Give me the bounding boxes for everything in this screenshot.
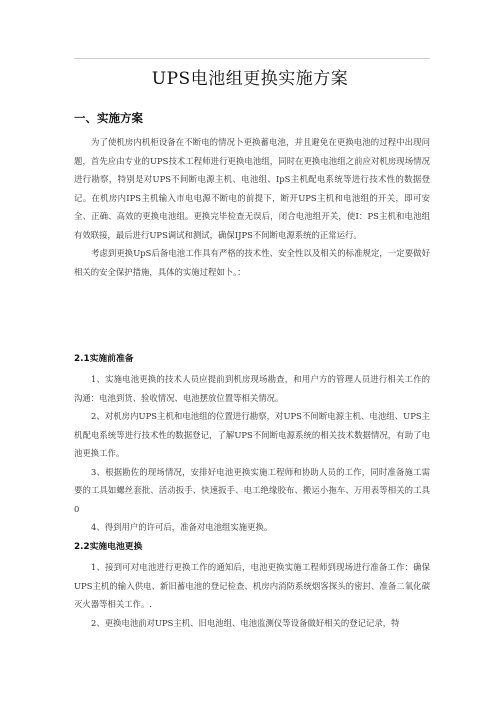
section2-2-body xyxy=(74,558,430,632)
paragraph: 3、根据勘佐的现场情况，安排好电池更换实施工程师和协助人员的工作，同时准备施工需要的工具如螺丝套批、活动扳手、快速扳手、电工绝缘胶布、搬运小拖车、万用表等相关的工具0 xyxy=(74,466,430,514)
paragraph: 1、实施电池更换的技术人员应提前到机房现场勘查，和用户方的管理人员进行相关工作的沟通：电池到货、验收情况、电池摆放位置等相关情况。 xyxy=(74,374,430,403)
paragraph: 4、得到用户的许可后，准备对电池组实施更换。 xyxy=(91,522,273,532)
document-title: UPS电池组更换实施方案 xyxy=(151,69,349,89)
paragraph: 2、对机房内UPS主机和电池组的位置进行勘察，对UPS不间断电源主机、电池组、UPS主机配电系统等进行技术性的数据登记，了解UPS不间断电源系统的相关技术数据情况，有助了电池更换工作。 xyxy=(74,411,430,458)
section2-1-body xyxy=(74,370,430,537)
section-heading-battery-replacement: 2.2实施电池更换 xyxy=(74,542,143,552)
paragraph: 1、接到可对电池进行更换工作的通知后，电池更换实施工程师到现场进行准备工作：确保UPS主机的输入供电、新旧蓄电池的登记检查、机房内消防系统烟客探头的密封、准备二氧化碳灭火器等相关工作。. xyxy=(74,562,430,609)
paragraph: 为了使机房内机柜设备在不断电的情况卜更换蓄电池，并且避免在更换电池的过程中出现问题，首先应由专业的UPS技术工程师进行更换电池组，同时在更换电池组之前应对机房现场情况进行勘察，特别是对UPS不间断电源主机、电池组、IpS主机配电系统等进行技术性的数据登记。在机房内IPS主机输入市电电源不断电的前提下，断开UPS主机和电池组的开关，即可安全、正确、高效的更换电池组。更换完毕检查无误后，闭合电池组开关，使I：PS主机和电池组有效联接，最后进行UPS调试和测试，确保IJPS不间断电源系统的正常运行。 xyxy=(74,137,430,240)
section1-body xyxy=(74,133,430,281)
paragraph: 考虑到更换UpS后备电池工作具有严格的技术性、安全性以及相关的标准规定，一定要做好相关的安全保护措施，具体的实施过程如卜。： xyxy=(74,248,430,277)
section-heading-implementation-plan: 一、实施方案 xyxy=(74,111,143,125)
paragraph: 2、更换电池前对UPS主机、旧电池组、电池监测仪等设备做好相关的登记记录，特 xyxy=(91,617,400,628)
section-heading-preparation: 2.1实施前准备 xyxy=(74,354,134,364)
header-rule xyxy=(74,58,430,59)
